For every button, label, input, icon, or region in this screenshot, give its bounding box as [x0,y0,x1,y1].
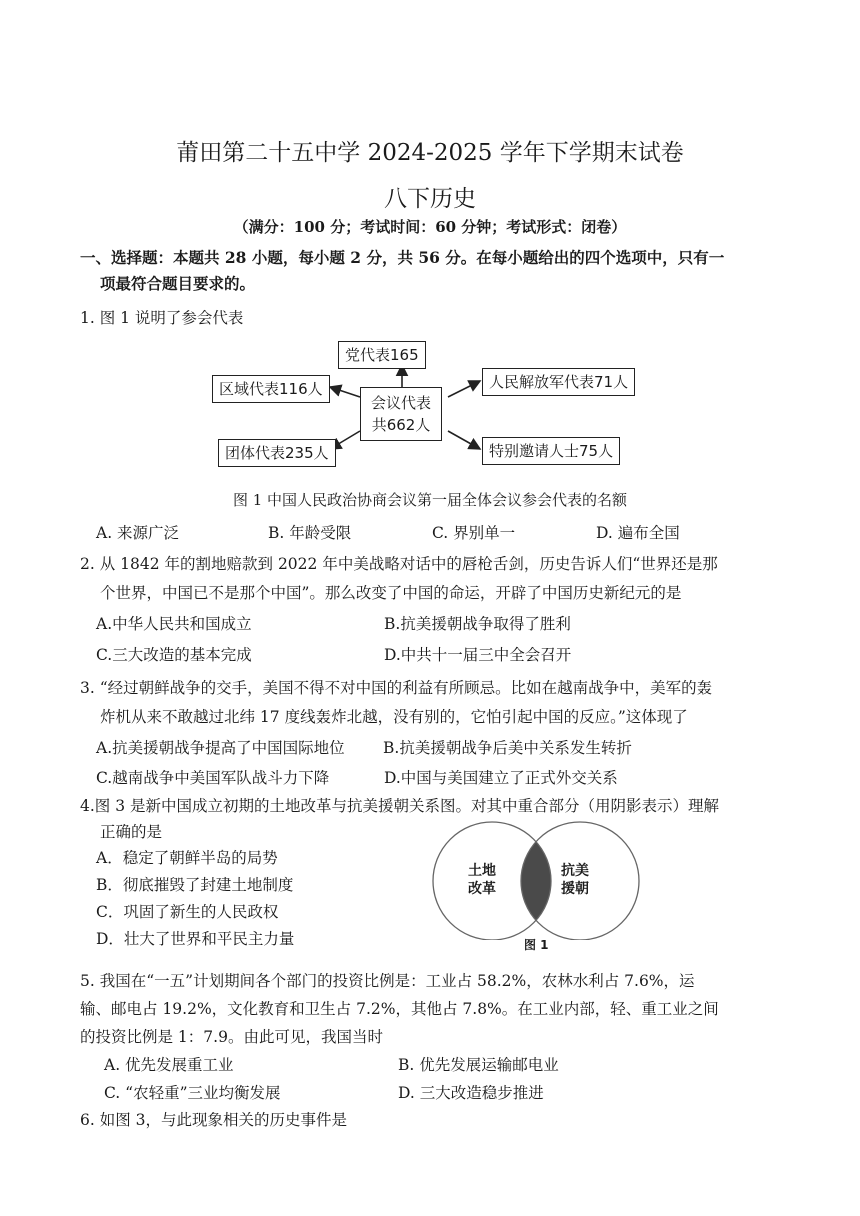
q5-line2: 输、邮电占 19.2%，文化教育和卫生占 7.2%，其他占 7.8%。在工业内部，轻、重工业之间 [80,1000,719,1018]
q3-option-d: D.中国与美国建立了正式外交关系 [384,769,618,787]
q3-option-a: A.抗美援朝战争提高了中国国际地位 [96,739,345,757]
q4-line2: 正确的是 [100,823,163,841]
venn-right-label-line1: 抗美 [561,863,589,879]
group-delegates-box: 团体代表235人 [218,439,336,467]
regional-delegates-box: 区域代表116人 [212,375,330,403]
total-delegates-line1: 会议代表 [371,394,432,412]
q2-line1: 2. 从 1842 年的割地赔款到 2022 年中美战略对话中的唇枪舌剑，历史告诉人们“世界还是那 [80,555,718,573]
q5-option-b: B. 优先发展运输邮电业 [398,1056,559,1074]
q1-option-a: A. 来源广泛 [96,524,180,542]
q5-line3: 的投资比例是 1：7.9。由此可见，我国当时 [80,1028,383,1046]
q3-line2: 炸机从来不敢越过北纬 17 度线轰炸北越，没有别的，它怕引起中国的反应。”这体现了 [100,708,688,726]
q5-option-d: D. 三大改造稳步推进 [398,1084,544,1102]
q2-line2: 个世界，中国已不是那个中国”。那么改变了中国的命运，开辟了中国历史新纪元的是 [100,584,682,602]
q4-option-b: B．彻底摧毁了封建土地制度 [96,876,294,894]
q2-option-c: C.三大改造的基本完成 [96,646,252,664]
invited-delegates-box: 特别邀请人士75人 [482,437,620,465]
q2-option-a: A.中华人民共和国成立 [96,615,252,633]
q4-option-d: D．壮大了世界和平民主力量 [96,930,295,948]
q2-option-b: B.抗美援朝战争取得了胜利 [384,615,571,633]
q3-option-b: B.抗美援朝战争后美中关系发生转折 [383,739,632,757]
q1-figure [210,335,630,475]
q1-stem: 1. 图 1 说明了参会代表 [80,309,244,327]
venn-left-label-line2: 改革 [468,881,496,897]
exam-title: 莆田第二十五中学 2024-2025 学年下学期末试卷 [176,140,684,166]
section-heading-line2: 项最符合题目要求的。 [100,274,256,293]
venn-left-label [468,862,496,898]
venn-right-label [561,862,589,898]
q1-option-c: C. 界别单一 [432,524,516,542]
party-delegates-box: 党代表165 [338,341,426,369]
q1-option-b: B. 年龄受限 [268,524,352,542]
venn-circles [430,820,644,940]
venn-left-label-line1: 土地 [468,863,496,879]
section-heading-line1: 一、选择题：本题共 28 小题，每小题 2 分，共 56 分。在每小题给出的四个选项中，只有一 [80,248,725,267]
q1-option-d: D. 遍布全国 [596,524,680,542]
venn-caption: 图 1 [524,938,549,952]
q3-line1: 3. “经过朝鲜战争的交手，美国不得不对中国的利益有所顾忌。比如在越南战争中，美军的轰 [80,679,713,697]
venn-right-label-line2: 援朝 [561,881,589,897]
q5-option-c: C. “农轻重”三业均衡发展 [104,1084,281,1102]
total-delegates-box [360,387,442,441]
q4-option-c: C．巩固了新生的人民政权 [96,903,279,921]
pla-delegates-box: 人民解放军代表71人 [482,368,635,396]
q4-option-a: A．稳定了朝鲜半岛的局势 [96,849,278,867]
q4-venn-diagram [430,820,644,940]
exam-info: （满分：100 分；考试时间：60 分钟；考试形式：闭卷） [233,218,627,236]
q4-line1: 4.图 3 是新中国成立初期的土地改革与抗美援朝关系图。对其中重合部分（用阴影表示）理解 [80,797,720,815]
q5-option-a: A. 优先发展重工业 [104,1056,234,1074]
q6-stem: 6. 如图 3，与此现象相关的历史事件是 [80,1111,348,1129]
subject-title: 八下历史 [384,186,476,212]
q5-line1: 5. 我国在“一五”计划期间各个部门的投资比例是：工业占 58.2%，农林水利占 7.6%，运 [80,972,695,990]
total-delegates-line2: 共662人 [371,416,431,434]
q2-option-d: D.中共十一届三中全会召开 [384,646,572,664]
q1-figure-caption: 图 1 中国人民政治协商会议第一届全体会议参会代表的名额 [232,491,628,509]
q3-option-c: C.越南战争中美国军队战斗力下降 [96,769,330,787]
